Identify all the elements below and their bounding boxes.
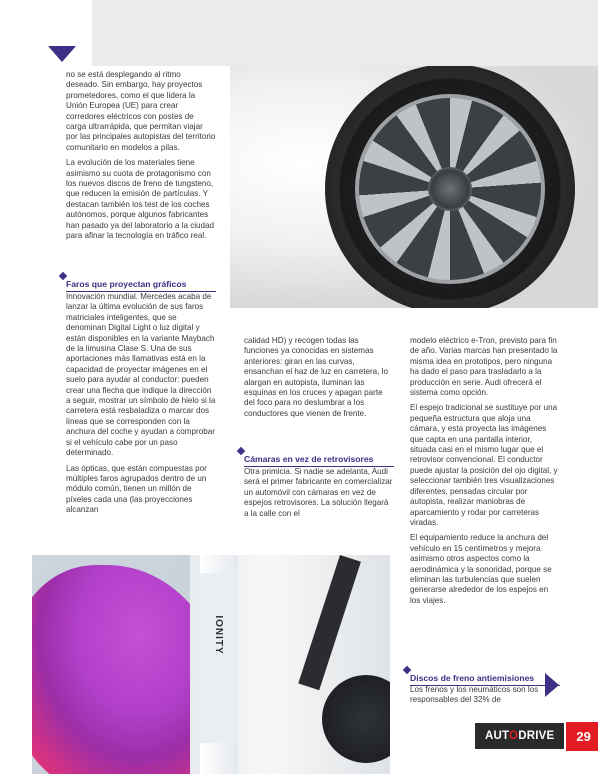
charger-plug <box>322 675 390 763</box>
section-heading-text: Faros que proyectan gráficos <box>66 279 187 289</box>
paragraph: Los frenos y los neumáticos son los responsables del 32% de <box>410 685 539 705</box>
logo-part: AUT <box>485 730 510 742</box>
paragraph: Las ópticas, que están compuestas por múltiples faros agrupados dentro de un módulo común, tienen un millón de píxeles cada una (las proyecciones alcanzan <box>66 463 207 515</box>
down-triangle-icon <box>48 46 76 62</box>
logo-part-accent: O <box>509 730 519 742</box>
europe-map-photo <box>32 555 190 774</box>
paragraph: calidad HD) y recogen todas las funciones ya conocidas en sistemas anteriores: giran en las curvas, ensanchan el haz de luz en carretera, lo alargan en autopista, iluminan las esquinas en los cruces y apagan parte del foco para no deslumbrar a los conductores que vienen de frente. <box>244 336 388 418</box>
wheel-photo <box>230 66 598 308</box>
logo-part: DRIVE <box>518 730 555 742</box>
paragraph: El espejo tradicional se sustituye por una pequeña estructura que aloja una cámara, y esta proyecta las imágenes que capta en una pantalla interior, situada casi en el mismo lugar que el retrovisor convencional. El conductor puede ajustar la posición del ojo digital, y seleccionar también tres visualizaciones diferentes, pensadas circular por autopista, realizar maniobras de aparcamiento y rodar por carreteras viradas. <box>410 403 558 527</box>
paragraph: La evolución de los materiales tiene asimismo su cuota de protagonismo con los nuevos discos de freno de tungsteno, que reducen la emisión de partículas. Y destacan también los test de los coches autónomos, porque algunos fabricantes han pasado ya del laboratorio a la ciudad para afinar la tecnología en tráfico real. <box>66 158 215 241</box>
body-column-c <box>410 336 560 611</box>
paragraph: El equipamiento reduce la anchura del vehículo en 15 centímetros y mejora asimismo otros aspectos como la aerodinámica y la sonoridad, porque se eliminan las turbulencias que suelen generarse alrededor de los espejos en los viajes. <box>410 533 552 605</box>
page-footer <box>475 719 598 753</box>
continue-arrow-icon <box>545 673 559 697</box>
paragraph: modelo eléctrico e-Tron, previsto para fin de año. Varias marcas han presentado la misma idea en prototipos, pero ninguna ha dado el paso para trasladarlo a la producción en serie. Audi ofrecerá el sistema como opción. <box>410 336 558 398</box>
hub-shape <box>428 167 472 211</box>
body-column-b2 <box>244 467 394 524</box>
magazine-logo <box>475 723 564 749</box>
body-column-b <box>244 336 394 424</box>
paragraph: Otra primicia. Si nadie se adelanta, Audi será el primer fabricante en comercializar un automóvil con cámaras en vez de espejos retrovisores. La solución llegará a la calle con el <box>244 467 393 518</box>
map-landmass <box>32 565 190 774</box>
section-heading-text: Cámaras en vez de retrovisores <box>244 454 374 464</box>
body-column-c-bottom <box>410 685 560 711</box>
body-column-a-top <box>66 70 216 247</box>
section-heading-camaras <box>244 454 394 467</box>
top-gray-band <box>92 0 598 66</box>
charger-brand: IONITY <box>213 615 225 655</box>
page-number: 29 <box>566 722 598 751</box>
charger-cable <box>298 555 361 690</box>
paragraph: no se está desplegando al ritmo deseado. Sin embargo, hay proyectos prometedores, como el que lidera la Unión Europea (UE) para crear corredores eléctricos con postes de carga ultrarrápida, que permitan viajar por las principales autopistas del territorio comunitario en modelos a pilas. <box>66 70 216 152</box>
charger-photo <box>190 555 390 774</box>
body-column-a-bottom <box>66 292 216 521</box>
section-heading-text: Discos de freno antiemisiones <box>410 673 535 683</box>
section-heading-faros <box>66 279 216 292</box>
paragraph: Innovación mundial. Mercedes acaba de lanzar la última evolución de sus faros matriciales inteligentes, que se denominan Digital Light o luz digital y están disponibles en la variante Maybach de la limusina Clase S. Una de sus aportaciones más llamativas está en la capacidad de proyectar imágenes en el suelo para ayudar al conductor: pueden crear una flecha que indique la dirección a seguir, mostrar un símbolo de hielo si la carretera está resbaladiza o marcar dos líneas que se corresponden con la anchura del coche y ayudan a comprobar si el vehículo cabe por un paso determinado. <box>66 292 216 458</box>
